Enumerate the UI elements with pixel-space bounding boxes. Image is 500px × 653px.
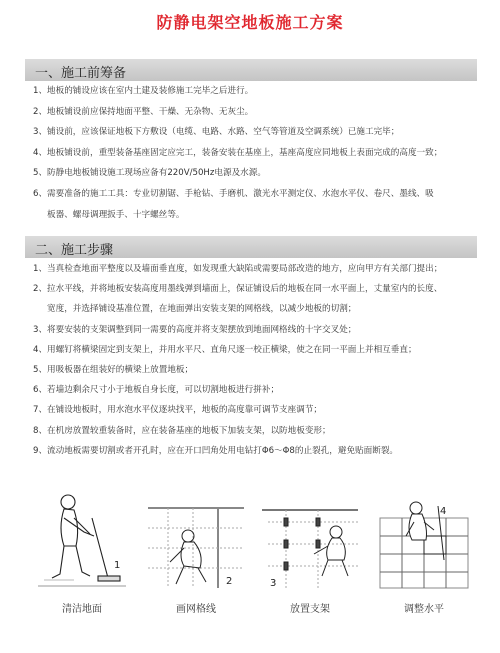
section-heading: 二、施工步骤: [35, 243, 114, 258]
item-text: 地板铺设前，重型装备基座固定应完工，装备安装在基座上，基座高度应同地板上表面完成的高度一致；: [47, 147, 443, 158]
figure-draw-grid: [148, 488, 244, 615]
list-item: [33, 340, 485, 360]
item-number: 6、: [33, 385, 48, 396]
item-number: 4、: [33, 147, 48, 158]
worker-mopping-illustration: [34, 488, 130, 596]
item-text: 若墙边剩余尺寸小于地板自身长度，可以切割地板进行拼补；: [47, 385, 280, 396]
list-item: [33, 81, 485, 102]
list-item: [33, 380, 485, 400]
figure-number: 3: [270, 578, 277, 589]
item-text: 铺设前，应该保证地板下方敷设（电缆、电路、水路、空气等管道及空调系统）已施工完毕；: [47, 127, 400, 138]
item-number: 3、: [33, 127, 48, 138]
list-item: [33, 279, 485, 299]
list-item: [33, 122, 485, 143]
list-item: [33, 259, 485, 279]
item-number: 1、: [33, 86, 48, 96]
item-text: 防静电地板铺设施工现场应备有220V/50Hz电源及水源。: [47, 168, 266, 179]
item-text: 当真检查地面平整度以及墙面垂直度，如发现重大缺陷或需要局部改造的地方，应向甲方有关部门提出；: [47, 264, 443, 274]
section-heading: 一、施工前筹备: [35, 66, 127, 81]
item-text: 流动地板需要切割或者开孔时，应在开口凹角处用电钻打Φ6～Φ8的止裂孔，避免贴面断裂。: [47, 445, 399, 456]
page-title: 防静电架空地板施工方案: [156, 13, 344, 32]
item-number: 2、: [33, 284, 48, 295]
list-item: [33, 400, 485, 420]
item-number: 7、: [33, 405, 48, 416]
section-header-steps: [25, 236, 477, 258]
figure-caption: 清洁地面: [62, 604, 102, 615]
installation-illustrations: [34, 488, 474, 613]
list-item: [33, 184, 485, 205]
item-text: 地板的铺设应该在室内土建及装修施工完毕之后进行。: [47, 86, 254, 96]
item-number: 8、: [33, 425, 48, 436]
list-item: [33, 163, 485, 184]
list-item: [33, 421, 485, 441]
list-item: [33, 441, 485, 461]
figure-caption: 放置支架: [290, 604, 330, 615]
item-number: 4、: [33, 344, 48, 355]
list-item: [33, 102, 485, 123]
item-text: 将要安装的支架调整到同一需要的高度并将支架摆放到地面网格线的十字交叉处；: [47, 324, 357, 335]
item-text: 地板铺设前应保持地面平整、干燥、无杂物、无灰尘。: [47, 106, 254, 117]
item-number: 5、: [33, 168, 48, 179]
list-item: [33, 143, 485, 164]
worker-grid-illustration: [148, 488, 244, 596]
figure-adjust-level: [376, 488, 472, 615]
worker-supports-illustration: [262, 488, 358, 596]
figure-number: 1: [114, 560, 121, 571]
item-text: 用吸板器在组装好的横梁上放置地板；: [47, 365, 194, 376]
item-number: 6、: [33, 188, 48, 199]
item-text: 在铺设地板时，用水泡水平仪逐块找平，地板的高度靠可调节支座调节；: [47, 405, 323, 416]
figure-caption: 调整水平: [404, 604, 444, 615]
figure-caption: 画网格线: [176, 604, 216, 615]
figure-number: 4: [440, 506, 447, 517]
item-number: 3、: [33, 324, 48, 335]
item-text: 需要准备的施工工具：专业切割锯、手枪钻、手磨机、激光水平测定仪、水泡水平仪、卷尺、墨线、吸: [47, 188, 434, 199]
list-item: [33, 320, 485, 340]
item-text-continued: 宽度，并选择铺设基准位置，在地面弹出安装支架的网格线，以减少地板的切割；: [47, 304, 357, 315]
item-number: 9、: [33, 445, 48, 456]
section-header-preparation: [25, 59, 477, 81]
item-text: 拉水平线，并将地板安装高度用墨线弹到墙面上，保证铺设后的地板在同一水平面上，丈量室内的长度、: [47, 284, 443, 295]
item-text: 在机房放置较重装备时，应在装备基座的地板下加装支架，以防地板变形；: [47, 425, 331, 436]
list-item: [33, 360, 485, 380]
figure-clean-floor: [34, 488, 130, 615]
figure-place-supports: [262, 488, 358, 615]
item-text-continued: 板器、螺母调理扳手、十字螺丝等。: [47, 209, 185, 220]
item-text: 用螺钉将横梁固定到支架上，并用水平尺、直角尺逐一校正横梁，使之在同一平面上并相互垂直；: [47, 344, 417, 355]
preparation-list: [33, 81, 485, 225]
worker-leveling-illustration: [376, 488, 472, 596]
item-number: 2、: [33, 106, 48, 117]
figure-number: 2: [226, 576, 233, 587]
item-number: 5、: [33, 365, 48, 376]
item-number: 1、: [33, 264, 48, 274]
steps-list: [33, 259, 485, 461]
